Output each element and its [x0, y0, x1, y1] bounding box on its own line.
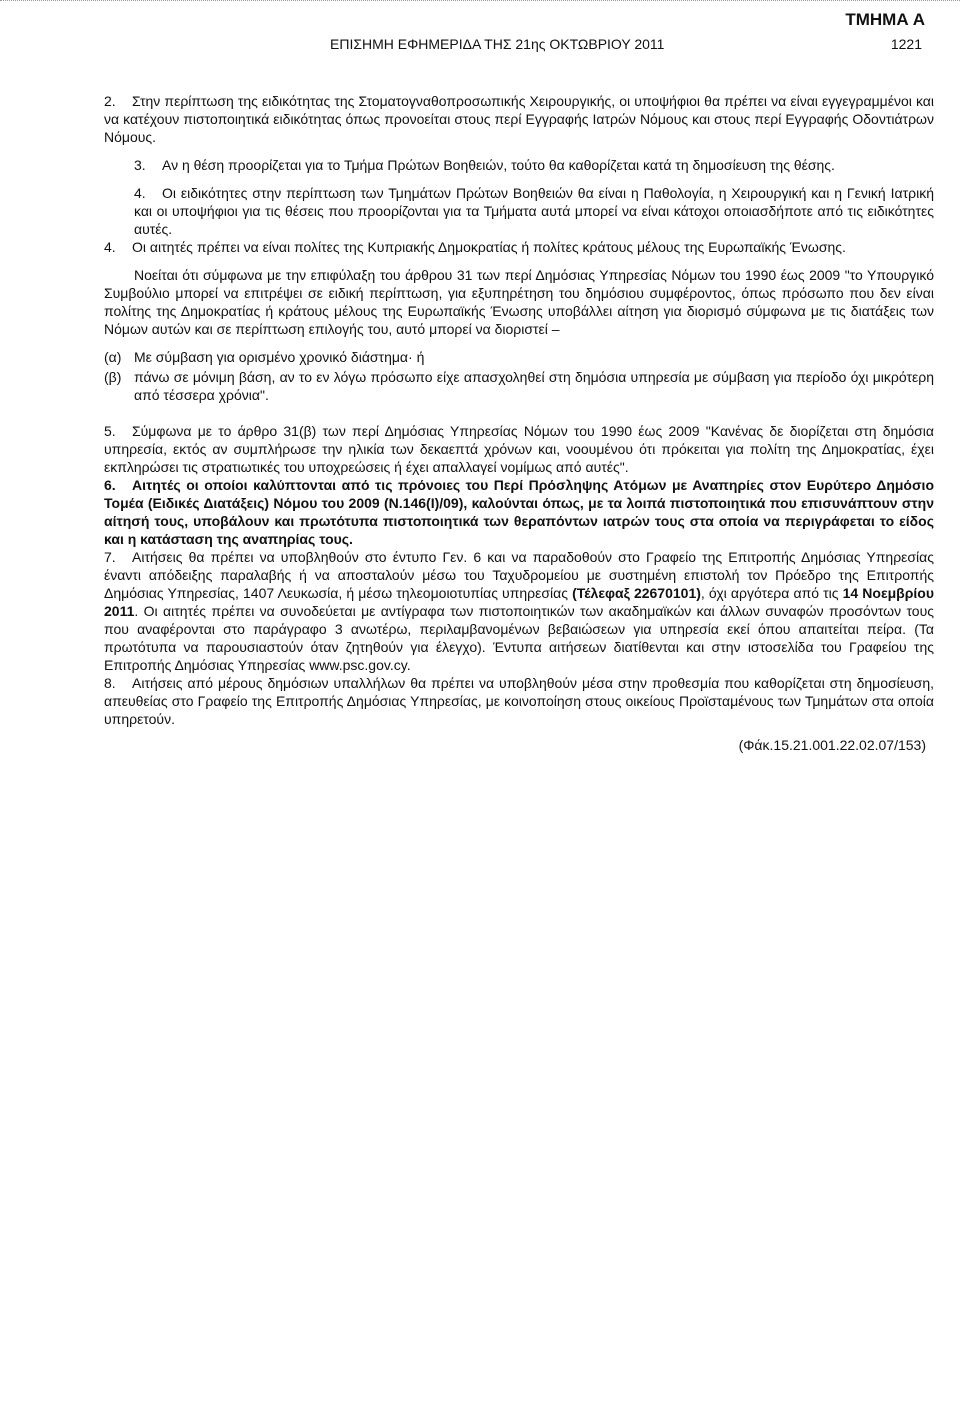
paragraph-8-text: Αιτήσεις από μέρους δημόσιων υπαλλήλων θα πρέπει να υποβληθούν μέσα στην προθεσμία που καθορίζεται στη δημοσίευση, απευθείας στο Γραφείο της Επιτροπής Δημόσιας Υπηρεσίας, με κοινοποίηση στους οικείους Προϊσταμένους των Τμημάτων στα οποία υπηρετούν.	[104, 675, 934, 727]
item-4-text: Οι ειδικότητες στην περίπτωση των Τμημάτων Πρώτων Βοηθειών θα είναι η Παθολογία, η Χειρουργική και η Γενική Ιατρική και οι υποψήφιοι για τις θέσεις που προορίζονται για τα Τμήματα αυτά μπορεί να είναι κάτοχοι οποιασδήποτε από τις ειδικότητες αυτές.	[134, 185, 934, 237]
paragraph-5-text: Σύμφωνα με το άρθρο 31(β) των περί Δημόσιας Υπηρεσίας Νόμων του 1990 έως 2009 "Κανένας δε διορίζεται στη δημόσια υπηρεσία, εκτός αν συμπλήρωσε την ηλικία των δεκαεπτά χρόνων και, νοουμένου ότι πρόκειται για πολίτη της Δημοκρατίας, έχει εκπληρώσει τις στρατιωτικές του υποχρεώσεις ή έχει απαλλαγεί νομίμως από αυτές".	[104, 423, 934, 475]
section-heading: ΤΜΗΜΑ Α	[845, 10, 925, 29]
proviso-subitems	[104, 348, 934, 404]
item-3	[104, 156, 934, 174]
gazette-title: ΕΠΙΣΗΜΗ ΕΦΗΜΕΡΙΔΑ ΤΗΣ 21ης ΟΚΤΩΒΡΙΟΥ 2011	[330, 36, 665, 52]
paragraph-7-number: 7.	[104, 549, 116, 565]
item-2-text: Στην περίπτωση της ειδικότητας της Στοματογναθοπροσωπικής Χειρουργικής, οι υποψήφιοι θα πρέπει να είναι εγγεγραμμένοι και να κατέχουν πιστοποιητικά ειδικότητας όπως προνοείται στους περί Εγγραφής Ιατρών Νόμους και στους περί Εγγραφής Οδοντιάτρων Νόμους.	[104, 93, 934, 145]
subitem-a-text: Με σύμβαση για ορισμένο χρονικό διάστημα· ή	[134, 349, 425, 365]
subitem-b-text: πάνω σε μόνιμη βάση, αν το εν λόγω πρόσωπο είχε απασχοληθεί στη δημόσια υπηρεσία με σύμβαση για περίοδο όχι μικρότερη από τέσσερα χρόνια".	[134, 369, 934, 403]
paragraph-7	[104, 548, 934, 674]
paragraph-5-number: 5.	[104, 423, 116, 439]
deadline-date: 14 Νοεμβρίου 2011	[104, 585, 934, 619]
item-2-number: 2.	[104, 93, 116, 109]
subitem-b-label: (β)	[104, 369, 122, 385]
paragraph-8-number: 8.	[104, 675, 116, 691]
fax-number: (Τέλεφαξ 22670101)	[572, 585, 701, 601]
page-number: 1221	[890, 36, 922, 52]
paragraph-8	[104, 674, 934, 728]
paragraph-5	[104, 422, 934, 476]
proviso-paragraph: Νοείται ότι σύμφωνα με την επιφύλαξη του άρθρου 31 των περί Δημόσιας Υπηρεσίας Νόμων του 1990 έως 2009 "το Υπουργικό Συμβούλιο μπορεί να επιτρέψει σε ειδική περίπτωση, για εξυπηρέτηση του δημόσιου συμφέροντος, όπως πρόσωπο που δεν είναι πολίτης της Δημοκρατίας ή κράτους μέλους της Ευρωπαϊκής Ένωσης υποβάλλει αίτηση για διορισμό σύμφωνα με τις διατάξεις των Νόμων αυτών και σε περίπτωση επιλογής του, αυτό μπορεί να διοριστεί –	[104, 267, 934, 337]
item-4-number: 4.	[134, 185, 146, 201]
paragraph-6	[104, 476, 934, 548]
paragraph-7-text-1: Αιτήσεις θα πρέπει να υποβληθούν στο έντυπο Γεν. 6 και να παραδοθούν στο Γραφείο της Επιτροπής Δημόσιας Υπηρεσίας έναντι απόδειξης παραλαβής ή να αποσταλούν μέσω του Ταχυδρομείου με συστημένη επιστολή τον Πρόεδρο της Επιτροπής Δημόσιας Υπηρεσίας, 1407 Λευκωσία, ή μέσω τηλεομοιοτυπίας υπηρεσίας	[104, 549, 934, 601]
item-3-text: Αν η θέση προορίζεται για το Τμήμα Πρώτων Βοηθειών, τούτο θα καθορίζεται κατά τη δημοσίευση της θέσης.	[162, 157, 835, 173]
paragraph-6-number: 6.	[104, 477, 116, 493]
item-3-number: 3.	[134, 157, 146, 173]
paragraph-6-text: Αιτητές οι οποίοι καλύπτονται από τις πρόνοιες του Περί Πρόσληψης Ατόμων με Αναπηρίες στον Ευρύτερο Δημόσιο Τομέα (Ειδικές Διατάξεις) Νόμου του 2009 (Ν.146(Ι)/09), καλούνται όπως, με τα λοιπά πιστοποιητικά που επισυνάπτουν στην αίτησή τους, υποβάλουν και πρωτότυπα πιστοποιητικά των θεραπόντων ιατρών τους στα οποία να περιγράφεται το είδος και η κατάσταση της αναπηρίας τους.	[104, 477, 934, 547]
subitem-b	[104, 368, 934, 404]
paragraph-4	[104, 238, 934, 256]
scan-border	[0, 0, 960, 7]
subitem-a	[104, 348, 934, 366]
file-reference: (Φάκ.15.21.001.22.02.07/153)	[738, 737, 926, 753]
paragraph-7-text-3: . Οι αιτητές πρέπει να συνοδεύεται με αντίγραφα των πιστοποιητικών των ακαδημαϊκών και άλλων συναφών προσόντων τους που αναφέρονται στο παράγραφο 3 ανωτέρω, περιλαμβανομένων βεβαιώσεων για υπηρεσία εκεί όπου απαιτείται πείρα. (Τα πρωτότυπα να παρουσιαστούν όταν ζητηθούν για έλεγχο). Έντυπα αιτήσεων διατίθενται και στην ιστοσελίδα του Γραφείου της Επιτροπής Δημόσιας Υπηρεσίας www.psc.gov.cy.	[104, 603, 934, 673]
item-2	[104, 92, 934, 146]
paragraph-4-text: Οι αιτητές πρέπει να είναι πολίτες της Κυπριακής Δημοκρατίας ή πολίτες κράτους μέλους της Ευρωπαϊκής Ένωσης.	[132, 239, 846, 255]
subitem-a-label: (α)	[104, 349, 122, 365]
paragraph-7-text-2: , όχι αργότερα από τις	[700, 585, 843, 601]
document-body	[104, 92, 934, 754]
item-4-specialties	[104, 184, 934, 238]
paragraph-4-number: 4.	[104, 239, 116, 255]
